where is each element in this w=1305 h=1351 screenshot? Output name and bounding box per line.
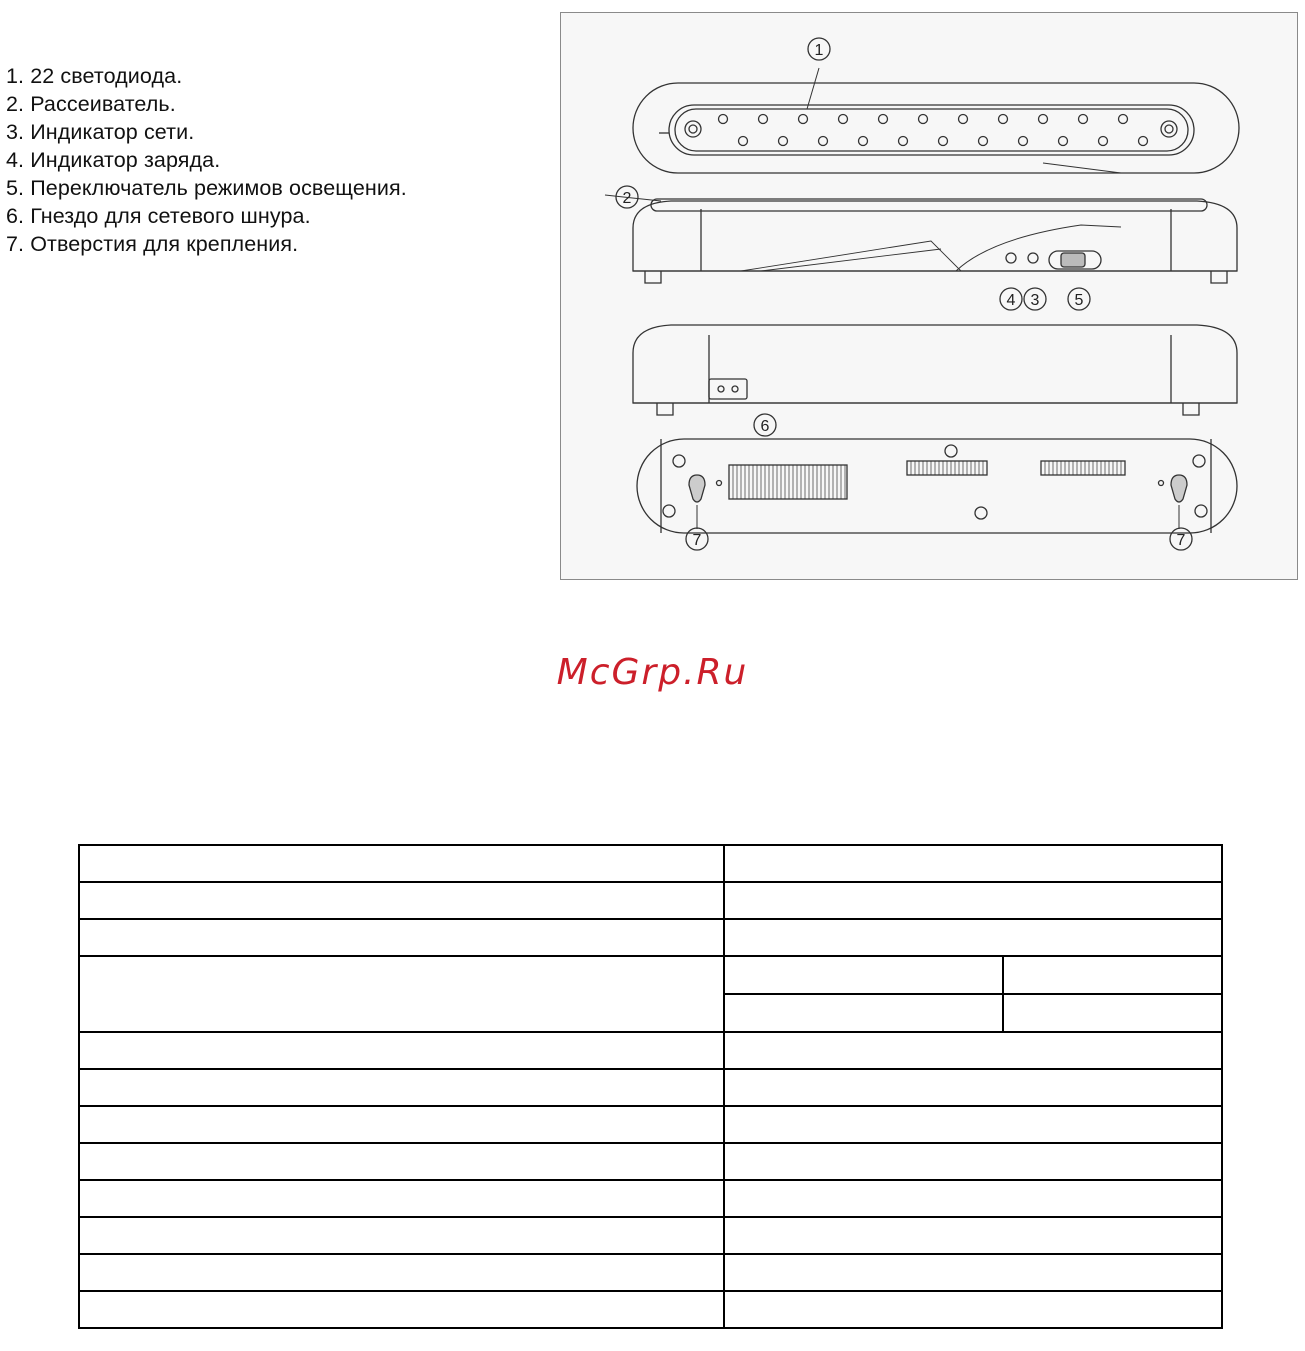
led-dot	[1019, 137, 1028, 146]
table-cell	[724, 845, 1222, 882]
led-dot	[859, 137, 868, 146]
table-cell	[724, 1217, 1222, 1254]
table-cell	[724, 1143, 1222, 1180]
table-row	[79, 1180, 1222, 1217]
led-dot	[979, 137, 988, 146]
legend-item-charge-indicator: 4. Индикатор заряда.	[6, 148, 221, 172]
vent-grille-right	[1041, 461, 1125, 475]
table-cell	[79, 1180, 724, 1217]
table-row	[79, 882, 1222, 919]
legend-item-power-socket: 6. Гнездо для сетевого шнура.	[6, 204, 311, 228]
watermark: McGrp.Ru	[556, 652, 749, 693]
led-dot	[759, 115, 768, 124]
led-dot	[899, 137, 908, 146]
callout-1: 1	[814, 42, 824, 59]
table-cell	[79, 1032, 724, 1069]
led-dot	[1079, 115, 1088, 124]
led-dot	[719, 115, 728, 124]
legend-item-leds: 1. 22 светодиода.	[6, 64, 183, 88]
table-cell	[79, 956, 724, 1032]
table-cell	[724, 1106, 1222, 1143]
table-cell	[724, 1032, 1222, 1069]
led-dot	[1039, 115, 1048, 124]
table-row	[79, 1254, 1222, 1291]
led-row-top	[719, 115, 1128, 124]
mount-hole-left	[689, 475, 705, 502]
table-cell	[724, 994, 1003, 1032]
power-socket	[709, 379, 747, 399]
table-cell	[724, 919, 1222, 956]
led-dot	[819, 137, 828, 146]
table-row	[79, 845, 1222, 882]
legend-item-mount-holes: 7. Отверстия для крепления.	[6, 232, 299, 256]
table-cell	[79, 1254, 724, 1291]
led-row-bottom	[739, 137, 1148, 146]
led-dot	[839, 115, 848, 124]
mount-hole-right	[1171, 475, 1187, 502]
callout-4: 4	[1006, 292, 1016, 309]
parts-legend	[6, 62, 551, 258]
device-drawing	[561, 13, 1297, 579]
led-dot	[1139, 137, 1148, 146]
callout-5: 5	[1074, 292, 1084, 309]
callout-7-right: 7	[1176, 532, 1186, 549]
table-cell	[724, 1254, 1222, 1291]
table-cell	[79, 882, 724, 919]
table-cell	[724, 1291, 1222, 1328]
led-dot	[1099, 137, 1108, 146]
table-cell	[79, 845, 724, 882]
table-cell	[79, 1069, 724, 1106]
table-cell	[724, 1180, 1222, 1217]
callout-7-left: 7	[692, 532, 702, 549]
callout-6: 6	[760, 418, 770, 435]
bottom-view	[637, 439, 1237, 550]
table-row	[79, 956, 1222, 994]
callout-3: 3	[1030, 292, 1040, 309]
led-dot	[739, 137, 748, 146]
table-row	[79, 1032, 1222, 1069]
led-dot	[999, 115, 1008, 124]
led-dot	[799, 115, 808, 124]
table-cell	[724, 882, 1222, 919]
led-dot	[1059, 137, 1068, 146]
table-cell	[79, 1143, 724, 1180]
led-dot	[779, 137, 788, 146]
table-row	[79, 1069, 1222, 1106]
table-row	[79, 1106, 1222, 1143]
legend-item-mode-switch: 5. Переключатель режимов освещения.	[6, 176, 407, 200]
legend-item-diffuser: 2. Рассеиватель.	[6, 92, 176, 116]
back-view	[633, 325, 1237, 436]
table-cell	[79, 1291, 724, 1328]
table-cell	[724, 956, 1003, 994]
mains-indicator-led	[1028, 253, 1038, 263]
table-cell	[79, 919, 724, 956]
front-view	[633, 38, 1239, 173]
led-dot	[879, 115, 888, 124]
legend-item-mains-indicator: 3. Индикатор сети.	[6, 120, 195, 144]
led-dot	[919, 115, 928, 124]
table-cell	[79, 1106, 724, 1143]
led-dot	[959, 115, 968, 124]
callout-2: 2	[622, 190, 632, 207]
table-cell	[724, 1069, 1222, 1106]
spec-table	[78, 844, 1223, 1329]
table-row	[79, 1291, 1222, 1328]
table-cell	[79, 1217, 724, 1254]
charge-indicator-led	[1006, 253, 1016, 263]
led-dot	[939, 137, 948, 146]
table-row	[79, 919, 1222, 956]
device-diagram	[560, 12, 1298, 580]
led-dot	[1119, 115, 1128, 124]
table-row	[79, 1143, 1222, 1180]
table-row	[79, 1217, 1222, 1254]
table-cell	[1003, 956, 1222, 994]
table-cell	[1003, 994, 1222, 1032]
top-view	[605, 186, 1237, 310]
